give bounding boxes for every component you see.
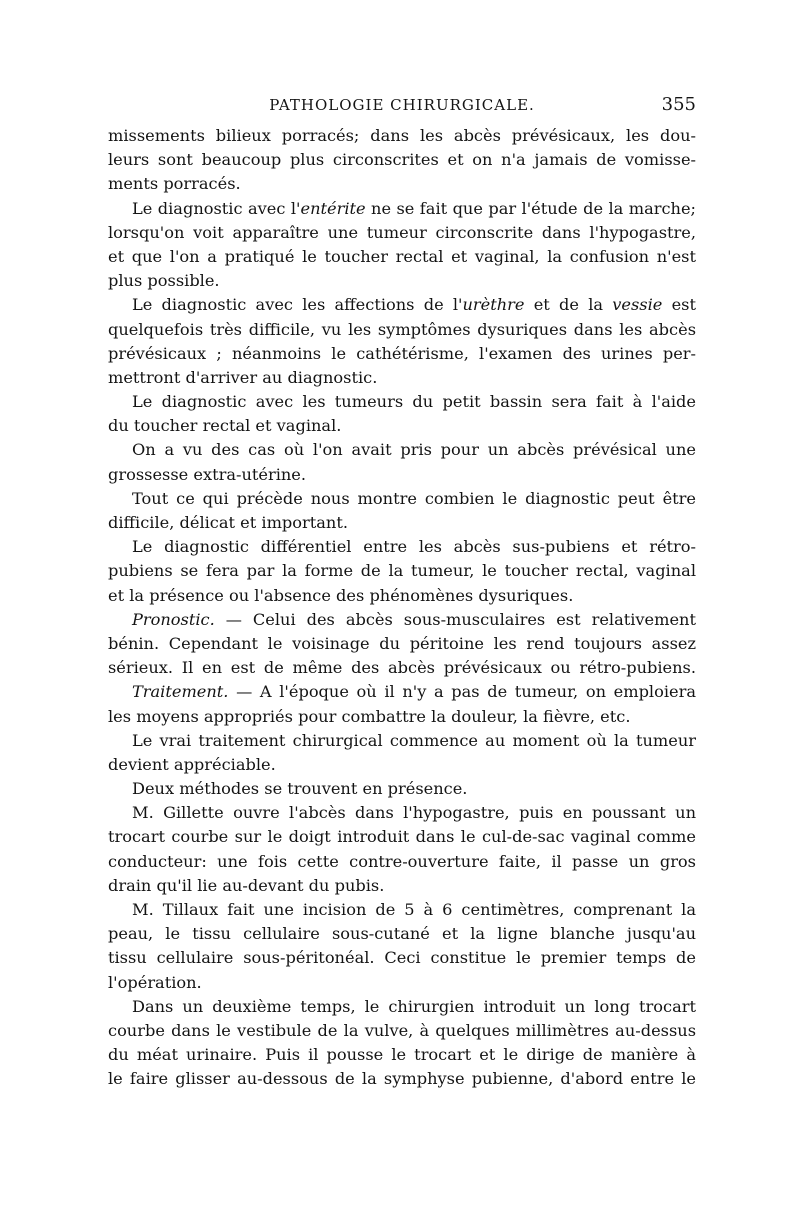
text-line: devient appréciable. [108,754,276,774]
text-line: M. Tillaux fait une incision de 5 à 6 centimètres, comprenant la [132,900,696,919]
text-line: tissu cellulaire sous-péritonéal. Ceci constitue le premier temps de [108,948,696,968]
text-line: leurs sont beaucoup plus circonscrites et on n'a jamais de vomisse- [108,150,696,170]
running-title: PATHOLOGIE CHIRURGICALE. [269,96,535,114]
text-line: l'opération. [108,972,202,992]
text-line: Le diagnostic avec l'entérite ne se fait que par l'étude de la marche; [132,198,696,218]
text-line: Le diagnostic avec les affections de l'urèthre et de la vessie est [132,295,696,315]
text-line: Traitement. — A l'époque où il n'y a pas de tumeur, on emploiera [132,682,696,702]
text-line: difficile, délicat et important. [108,513,349,532]
text-line: conducteur: une fois cette contre-ouverture faite, il passe un gros [108,851,696,871]
text-line: sérieux. Il en est de même des abcès prévésicaux ou rétro-pubiens. [108,658,696,678]
text-line: du méat urinaire. Puis il pousse le trocart et le dirige de manière à [108,1045,696,1065]
text-line: grossesse extra-utérine. [108,464,307,484]
body-text [108,124,696,1092]
text-line: du toucher rectal et vaginal. [108,416,342,436]
text-line: et que l'on a pratiqué le toucher rectal et vaginal, la confusion n'est [108,246,696,266]
text-line: pubiens se fera par la forme de la tumeur, le toucher rectal, vaginal [108,561,696,581]
text-line: Le diagnostic avec les tumeurs du petit bassin sera fait à l'aide [132,392,696,412]
text-line: Deux méthodes se trouvent en présence. [132,779,468,799]
text-line: lorsqu'on voit apparaître une tumeur circonscrite dans l'hypogastre, [108,222,696,242]
text-line: et la présence ou l'absence des phénomènes dysuriques. [108,585,574,605]
text-line: Le diagnostic différentiel entre les abcès sus-pubiens et rétro- [132,537,696,557]
text-line: Dans un deuxième temps, le chirurgien introduit un long trocart [132,996,696,1016]
text-line: trocart courbe sur le doigt introduit dans le cul-de-sac vaginal comme [108,827,696,847]
text-line: ments porracés. [108,174,241,194]
text-line: les moyens appropriés pour combattre la douleur, la fièvre, etc. [108,706,631,726]
text-line: plus possible. [108,271,220,291]
text-line: Tout ce qui précède nous montre combien le diagnostic peut être [132,488,696,508]
text-line: quelquefois très difficile, vu les symptômes dysuriques dans les abcès [108,319,696,339]
page-number: 355 [661,94,696,115]
text-line: courbe dans le vestibule de la vulve, à quelques millimètres au-dessus [108,1020,696,1040]
text-line: drain qu'il lie au-devant du pubis. [108,875,385,895]
text-line: peau, le tissu cellulaire sous-cutané et la ligne blanche jusqu'au [108,924,696,944]
text-line: le faire glisser au-dessous de la symphyse pubienne, d'abord entre le [108,1069,696,1089]
page-header [108,93,696,117]
text-line: Pronostic. — Celui des abcès sous-musculaires est relativement [132,609,696,629]
text-line: prévésicaux ; néanmoins le cathétérisme, l'examen des urines per- [108,343,696,363]
text-line: On a vu des cas où l'on avait pris pour un abcès prévésical une [132,440,696,460]
text-line: mettront d'arriver au diagnostic. [108,367,378,387]
text-line: M. Gillette ouvre l'abcès dans l'hypogastre, puis en poussant un [132,803,696,823]
text-line: Le vrai traitement chirurgical commence au moment où la tumeur [132,730,696,750]
text-line: missements bilieux porracés; dans les abcès prévésicaux, les dou- [108,126,696,145]
text-line: bénin. Cependant le voisinage du péritoine les rend toujours assez [108,633,696,653]
